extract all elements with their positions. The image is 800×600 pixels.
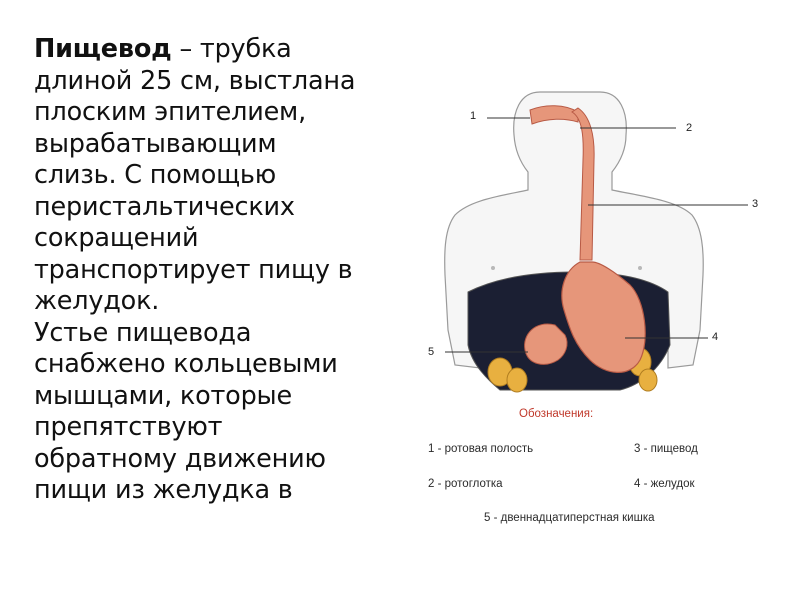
legend-item: 1 - ротовая полость [428,443,534,455]
text-line: снабжено кольцевыми [34,349,338,379]
text-line: транспортирует пищу в [34,254,353,285]
callout-2: 2 [686,122,693,134]
text-line: перистальтических [34,191,295,222]
text-line: препятствуют [34,412,223,442]
legend-item: 4 - желудок [634,478,695,490]
legend-item: 5 - двеннадцатиперстная кишка [484,512,655,524]
text-line: слизь. С помощью [34,160,277,190]
text-line: вырабатывающим [34,128,277,159]
callout-3: 3 [752,198,759,210]
text-line: Устье пищевода [34,317,252,348]
text-line: мышцами, которые [34,380,292,411]
text-line: обратному движению [34,443,326,474]
callout-4: 4 [712,331,719,343]
text-line: плоским эпителием, [34,97,306,127]
duodenum [525,324,567,364]
term-esophagus: Пищевод [34,34,172,64]
text-line: желудок. [34,286,160,316]
text-line: пищи из желудка в [34,475,293,505]
text-line: – трубка [171,34,292,64]
text-line: сокращений [34,223,199,253]
callout-1: 1 [470,110,477,122]
text-line: длиной 25 см, выстлана [34,65,356,96]
legend-item: 2 - ротоглотка [428,478,503,490]
legend-title: Обозначения: [519,408,594,420]
callout-5: 5 [428,346,435,358]
legend-item: 3 - пищевод [634,443,698,455]
